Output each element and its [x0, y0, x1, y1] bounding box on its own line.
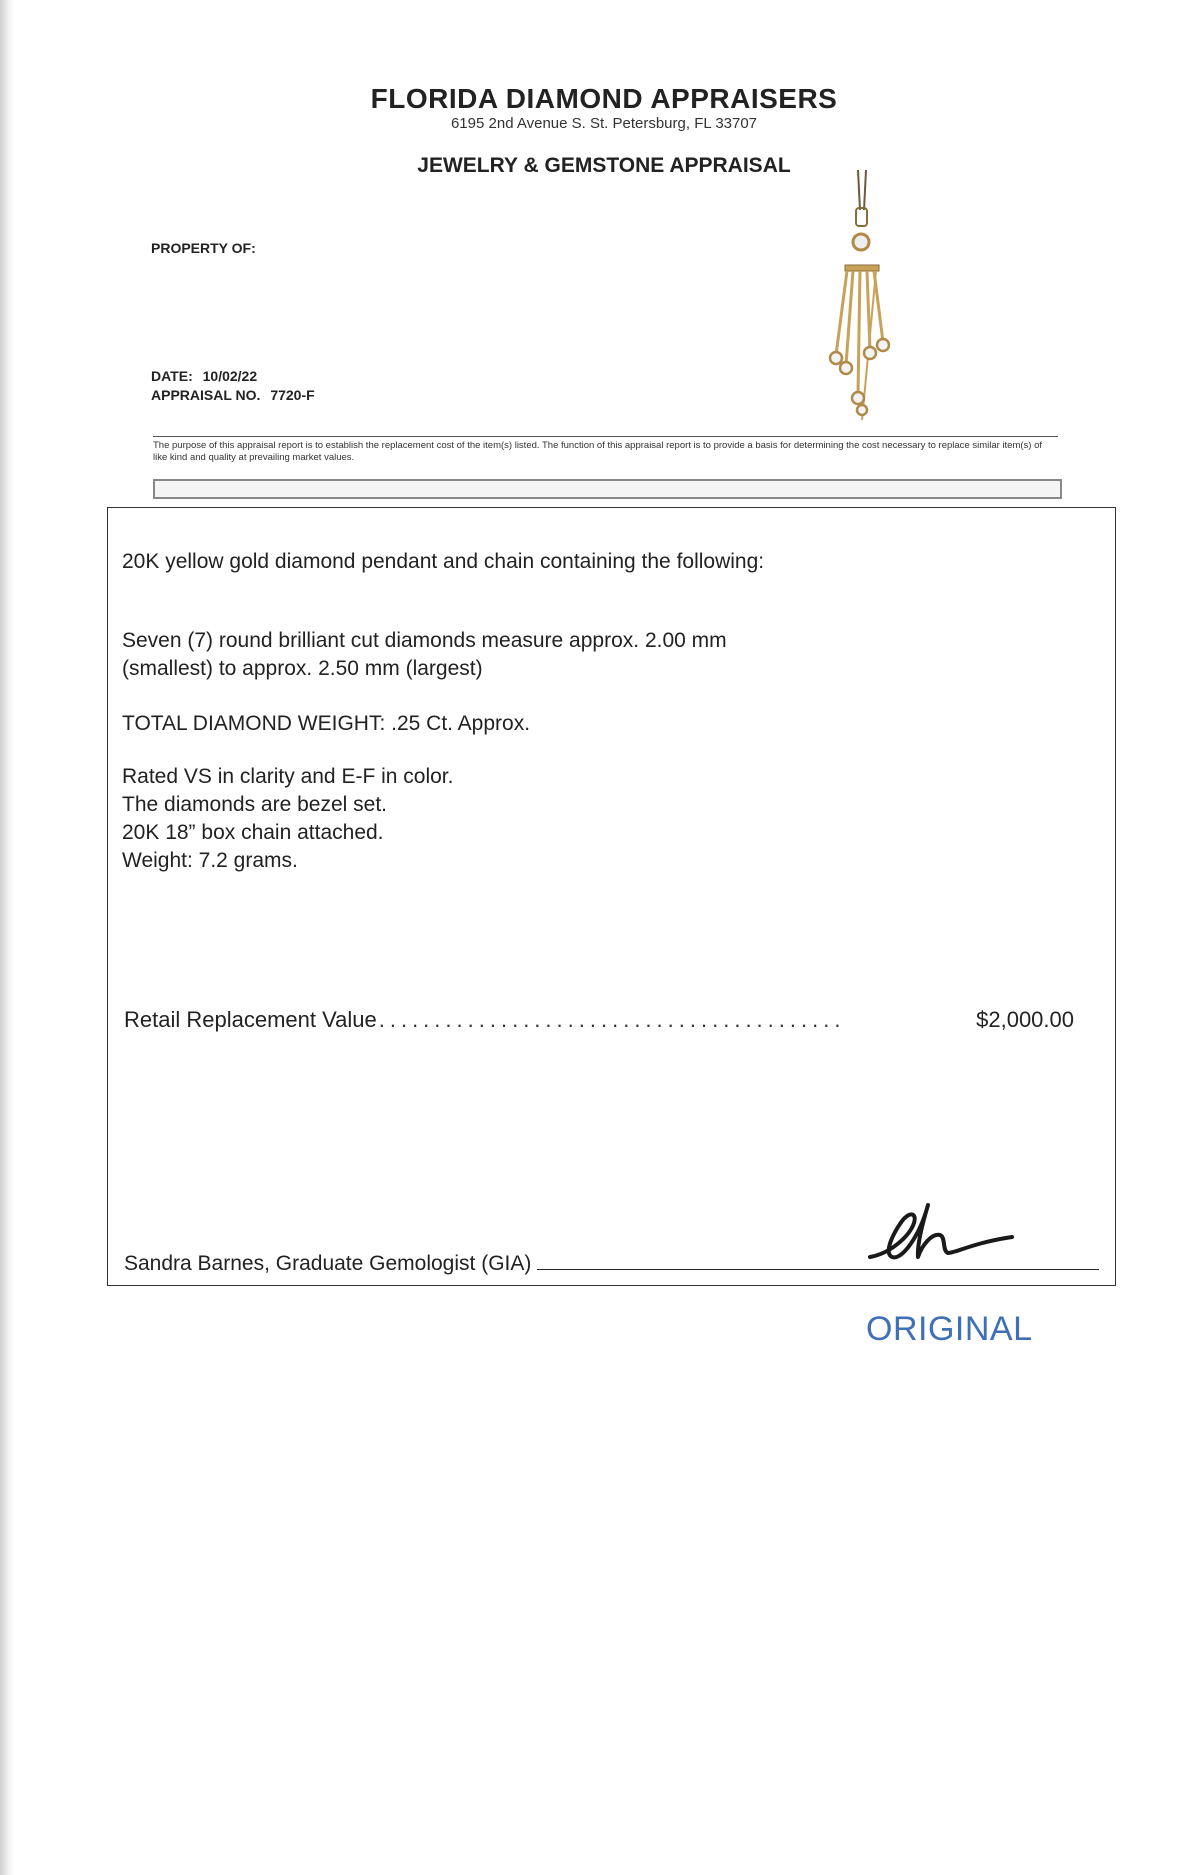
pendant-photo — [820, 170, 900, 425]
retail-value-label: Retail Replacement Value — [124, 1007, 377, 1032]
retail-value-row — [124, 1007, 1074, 1033]
empty-field-box — [153, 479, 1062, 499]
date-label: DATE: — [151, 368, 193, 384]
diamond-details-line-2: (smallest) to approx. 2.50 mm (largest) — [122, 657, 483, 680]
total-diamond-weight: TOTAL DIAMOND WEIGHT: .25 Ct. Approx. — [122, 712, 531, 735]
retail-value-amount: $2,000.00 — [976, 1007, 1074, 1032]
date-value: 10/02/22 — [202, 368, 258, 384]
item-intro: 20K yellow gold diamond pendant and chain containing the following: — [122, 550, 765, 573]
handwritten-signature — [862, 1195, 1022, 1270]
property-of-label: PROPERTY OF: — [151, 240, 256, 256]
scan-edge-shadow — [0, 0, 14, 1875]
document-subtitle: JEWELRY & GEMSTONE APPRAISAL — [417, 154, 791, 177]
description-box — [107, 507, 1116, 1286]
clarity-color-rating: Rated VS in clarity and E-F in color. — [122, 765, 454, 788]
setting-type: The diamonds are bezel set. — [122, 793, 387, 816]
date-row — [151, 368, 257, 384]
appraisal-number-row — [151, 387, 315, 403]
appraisal-number-value: 7720-F — [270, 387, 315, 403]
chain-details: 20K 18” box chain attached. — [122, 821, 384, 844]
diamond-details-line-1: Seven (7) round brilliant cut diamonds measure approx. 2.00 mm — [122, 629, 727, 652]
company-name: FLORIDA DIAMOND APPRAISERS — [370, 83, 838, 114]
diamond-details — [122, 627, 727, 683]
leader-dots: .......................................... — [378, 1007, 846, 1032]
company-address: 6195 2nd Avenue S. St. Petersburg, FL 33707 — [450, 115, 758, 132]
purpose-statement: The purpose of this appraisal report is to establish the replacement cost of the item(s) listed. The function of this appraisal report is to provide a basis for determining the cost necessary to replace similar item(s) of like kind and quality at prevailing market values. — [153, 440, 1043, 463]
item-specifications — [122, 763, 453, 875]
appraisal-number-label: APPRAISAL NO. — [151, 387, 261, 403]
item-weight: Weight: 7.2 grams. — [122, 849, 298, 872]
original-stamp: ORIGINAL — [866, 1310, 1033, 1348]
appraiser-name: Sandra Barnes, Graduate Gemologist (GIA) — [124, 1252, 532, 1275]
purpose-top-rule — [153, 436, 1058, 437]
